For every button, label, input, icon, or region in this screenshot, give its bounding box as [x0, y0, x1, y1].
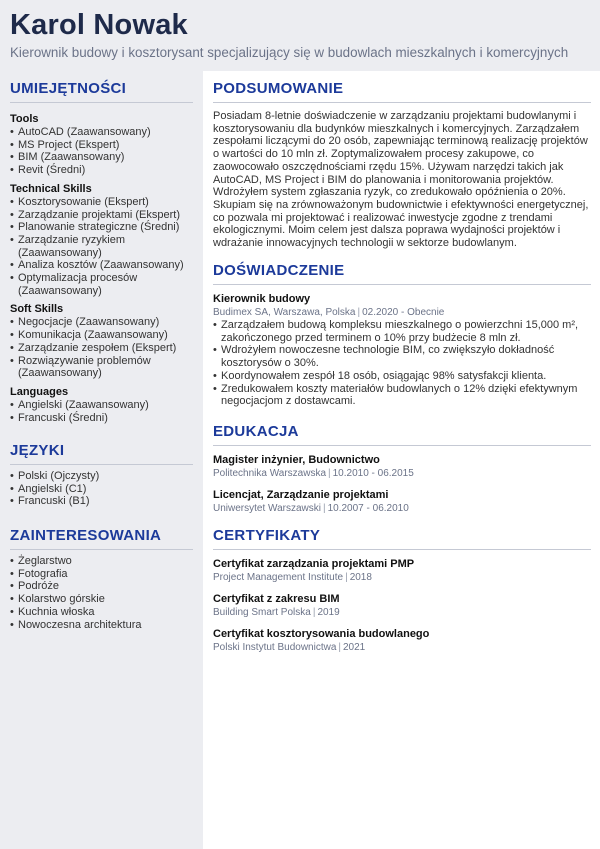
divider: [213, 284, 591, 285]
skill-item: • BIM (Zaawansowany): [10, 151, 193, 164]
education-section: [213, 423, 591, 515]
interest-item: • Kolarstwo górskie: [10, 593, 193, 606]
skill-list: [10, 126, 193, 177]
divider: [213, 102, 591, 103]
certificate-meta: Project Management Institute | 2018: [213, 572, 372, 583]
certificates-section: [213, 527, 591, 654]
job-bullets: [213, 319, 591, 408]
school-name: Politechnika Warszawska: [213, 468, 327, 479]
languages-title: JĘZYKI: [10, 442, 65, 459]
job-bullet: • Wdrożyłem nowoczesne technologie BIM, co zwiększyło dokładność kosztorysów o 30%.: [213, 344, 591, 369]
experience-title: DOŚWIADCZENIE: [213, 262, 345, 279]
job-meta: Budimex SA, Warszawa, Polska | 02.2020 - Obecnie: [213, 307, 445, 318]
certificate-title: Certyfikat kosztorysowania budowlanego: [213, 628, 430, 640]
interest-item: • Nowoczesna architektura: [10, 619, 193, 632]
skill-item: • Komunikacja (Zaawansowany): [10, 329, 193, 342]
interest-item: • Kuchnia włoska: [10, 606, 193, 619]
job-entry: [213, 293, 591, 408]
job-bullet: • Zarządzałem budową kompleksu mieszkalnego o powierzchni 15,000 m², zakończonego przed terminem o 10% przy budżecie 8 mln zł.: [213, 319, 591, 344]
interest-list: [10, 555, 193, 631]
divider: [213, 549, 591, 550]
experience-section: [213, 262, 591, 408]
interests-title: ZAINTERESOWANIA: [10, 527, 162, 544]
language-item: • Polski (Ojczysty): [10, 470, 193, 483]
certificate-year: 2019: [317, 607, 340, 618]
skill-item: • Zarządzanie projektami (Ekspert): [10, 209, 193, 222]
certificate-issuer: Building Smart Polska: [213, 607, 311, 618]
skill-item: • Zarządzanie zespołem (Ekspert): [10, 342, 193, 355]
education-dates: 10.2010 - 06.2015: [332, 468, 414, 479]
interest-item: • Fotografia: [10, 568, 193, 581]
degree-title: Magister inżynier, Budownictwo: [213, 454, 380, 466]
certificates-title: CERTYFIKATY: [213, 527, 321, 544]
skill-item: • Planowanie strategiczne (Średni): [10, 221, 193, 234]
skill-item: • Negocjacje (Zaawansowany): [10, 316, 193, 329]
interest-item: • Podróże: [10, 580, 193, 593]
certificate-title: Certyfikat zarządzania projektami PMP: [213, 558, 415, 570]
language-list: [10, 470, 193, 508]
skill-item: • Optymalizacja procesów (Zaawansowany): [10, 272, 193, 297]
school-name: Uniwersytet Warszawski: [213, 503, 321, 514]
skill-group-label: Tools: [10, 113, 39, 125]
candidate-name: Karol Nowak: [10, 9, 188, 41]
summary-title: PODSUMOWANIE: [213, 80, 344, 97]
skill-item: • Analiza kosztów (Zaawansowany): [10, 259, 193, 272]
certificate-issuer: Polski Instytut Budownictwa: [213, 642, 337, 653]
education-title: EDUKACJA: [213, 423, 299, 440]
certificate-meta: Building Smart Polska | 2019: [213, 607, 340, 618]
job-bullet: • Koordynowałem zespół 18 osób, osiągając 98% satysfakcji klienta.: [213, 370, 591, 383]
certificate-year: 2021: [343, 642, 366, 653]
summary-section: [213, 80, 591, 250]
skills-section: [10, 80, 193, 424]
certificate-meta: Polski Instytut Budownictwa | 2021: [213, 642, 366, 653]
skill-item: • Revit (Średni): [10, 164, 193, 177]
language-item: • Francuski (B1): [10, 495, 193, 508]
language-item: • Angielski (C1): [10, 483, 193, 496]
education-entry: [213, 489, 591, 515]
skill-item: • Angielski (Zaawansowany): [10, 399, 193, 412]
interests-section: [10, 527, 193, 631]
skill-item: • Zarządzanie ryzykiem (Zaawansowany): [10, 234, 193, 259]
certificate-entry: [213, 593, 591, 619]
skill-item: • MS Project (Ekspert): [10, 139, 193, 152]
candidate-subtitle: Kierownik budowy i kosztorysant specjalizujący się w budowlach mieszkalnych i komercyjnych: [10, 45, 569, 60]
job-bullet: • Zredukowałem koszty materiałów budowlanych o 12% dzięki efektywnym negocjacjom z dostawcami.: [213, 383, 591, 408]
education-meta: Uniwersytet Warszawski | 10.2007 - 06.2010: [213, 503, 409, 514]
certificate-year: 2018: [349, 572, 372, 583]
skill-list: [10, 196, 193, 298]
skill-item: • Francuski (Średni): [10, 412, 193, 425]
skill-group-label: Technical Skills: [10, 182, 92, 195]
education-meta: Politechnika Warszawska | 10.2010 - 06.2015: [213, 468, 414, 479]
degree-title: Licencjat, Zarządzanie projektami: [213, 489, 389, 501]
divider: [213, 445, 591, 446]
interest-item: • Żeglarstwo: [10, 555, 193, 568]
skill-list: [10, 316, 193, 380]
job-dates: 02.2020 - Obecnie: [362, 307, 445, 318]
skill-group-label: Languages: [10, 385, 69, 398]
skill-group-label: Soft Skills: [10, 303, 64, 316]
certificate-title: Certyfikat z zakresu BIM: [213, 593, 340, 605]
resume-header: [0, 0, 600, 71]
job-company: Budimex SA, Warszawa, Polska: [213, 307, 356, 318]
certificate-entry: [213, 628, 591, 654]
skill-item: • Kosztorysowanie (Ekspert): [10, 196, 193, 209]
skill-list: [10, 399, 193, 424]
education-entry: [213, 454, 591, 480]
summary-text: Posiadam 8-letnie doświadczenie w zarządzaniu projektami budowlanymi i kosztorysowaniu dla budynków mieszkalnych i komercyjnych. Zarządzałem zespołami liczącymi do 20 osób, zapewniając terminową realizację projektów o wartości do 10 mln zł. Zoptymalizowałem procesy zakupowe, co zaowocowało oszczędnościami rzędu 15%. Używam narzędzi takich jak AutoCAD, MS Project i BIM do planowania i monitorowania projektów. Wdrożyłem system zgłaszania ryzyk, co zredukowało opóźnienia o 20%. Skupiam się na zrównoważonym budownictwie i efektywności energetycznej, co pozwala mi projektować i realizować inwestycje zgodne z trendami ekologicznymi. Moim celem jest dalsza poprawa wydajności projektów i wdrażanie innowacyjnych technologii w sektorze budowlanym.: [213, 110, 589, 250]
languages-section: [10, 442, 193, 508]
skill-item: • Rozwiązywanie problemów (Zaawansowany): [10, 355, 193, 380]
certificate-issuer: Project Management Institute: [213, 572, 344, 583]
education-dates: 10.2007 - 06.2010: [327, 503, 409, 514]
certificate-entry: [213, 558, 591, 584]
job-title: Kierownik budowy: [213, 293, 311, 305]
skill-item: • AutoCAD (Zaawansowany): [10, 126, 193, 139]
skills-title: UMIEJĘTNOŚCI: [10, 80, 127, 97]
